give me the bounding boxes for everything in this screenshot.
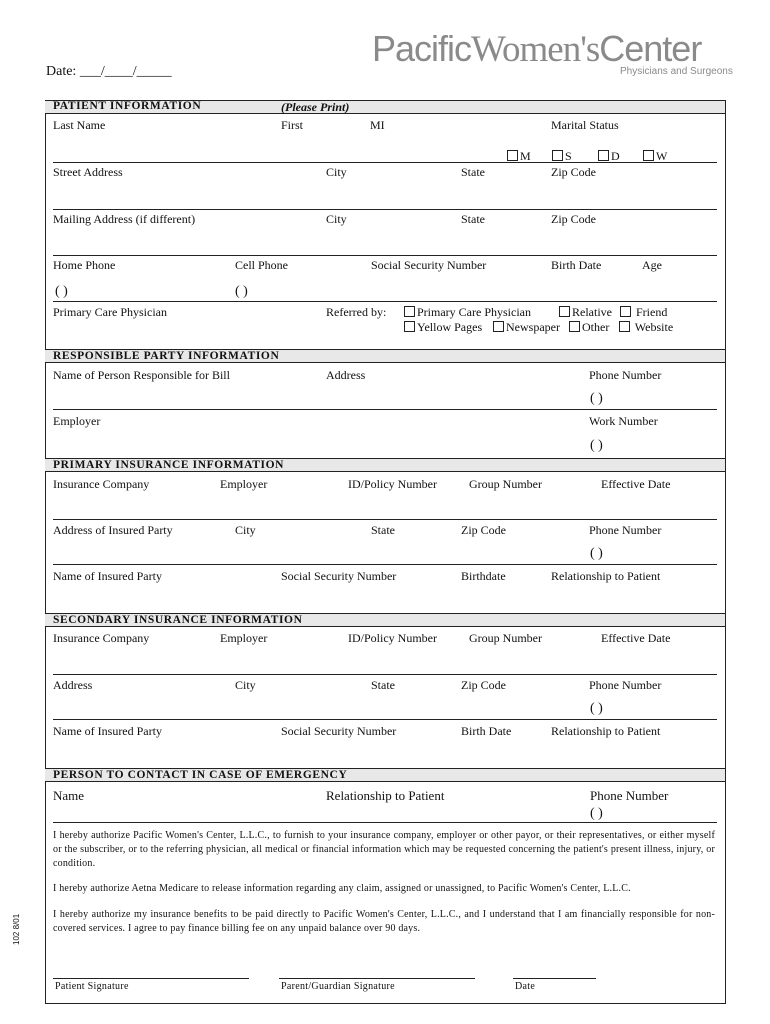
mailing-address-label: Mailing Address (if different): [53, 212, 196, 226]
responsible-row-line: [53, 409, 717, 410]
responsible-employer-label: Employer: [53, 414, 101, 428]
marital-w-label: W: [656, 149, 668, 163]
emergency-relationship-label: Relationship to Patient: [326, 788, 445, 803]
primary-insured-name-label: Name of Insured Party: [53, 569, 162, 583]
state-label: State: [461, 165, 485, 179]
mailing-row-line: [53, 255, 717, 256]
patient-signature-label: Patient Signature: [55, 981, 129, 992]
checkbox-icon: [643, 150, 654, 161]
date-signature-line[interactable]: [513, 978, 596, 979]
secondary-effective-label: Effective Date: [601, 631, 671, 645]
primary-ssn-label: Social Security Number: [281, 569, 397, 583]
primary-policy-label: ID/Policy Number: [348, 477, 437, 491]
checkbox-icon: [404, 321, 415, 332]
primary-row1-line: [53, 519, 717, 520]
secondary-row1-line: [53, 674, 717, 675]
checkbox-icon: [493, 321, 504, 332]
emergency-heading: PERSON TO CONTACT IN CASE OF EMERGENCY: [53, 769, 348, 781]
responsible-phone-area-code[interactable]: ( ): [590, 391, 603, 406]
secondary-row2-line: [53, 719, 717, 720]
logo: [372, 28, 701, 71]
please-print-note: (Please Print): [281, 100, 350, 114]
primary-care-physician-label: Primary Care Physician: [53, 305, 167, 319]
checkbox-icon: [559, 306, 570, 317]
patient-signature-line[interactable]: [53, 978, 249, 979]
ref-friend-label: Friend: [636, 305, 668, 319]
ref-yellow-option[interactable]: [404, 320, 482, 335]
primary-relationship-label: Relationship to Patient: [551, 569, 661, 583]
phone-row-line: [53, 301, 717, 302]
marital-status-label: Marital Status: [551, 118, 619, 132]
cell-phone-label: Cell Phone: [235, 258, 288, 272]
work-phone-area-code[interactable]: ( ): [590, 438, 603, 453]
logo-pacific: Pacific: [372, 28, 472, 69]
age-label: Age: [642, 258, 662, 272]
primary-birthdate-label: Birthdate: [461, 569, 506, 583]
logo-center: Center: [599, 28, 702, 69]
emergency-phone-area-code[interactable]: ( ): [590, 806, 603, 821]
checkbox-icon: [404, 306, 415, 317]
checkbox-icon: [552, 150, 563, 161]
primary-company-label: Insurance Company: [53, 477, 150, 491]
ref-pcp-option[interactable]: [404, 305, 531, 320]
form-code: 102 8/01: [12, 913, 21, 945]
mailing-state-label: State: [461, 212, 485, 226]
ref-relative-option[interactable]: [559, 305, 612, 320]
zip-label: Zip Code: [551, 165, 596, 179]
secondary-relationship-label: Relationship to Patient: [551, 724, 661, 738]
ref-other-label: Other: [582, 320, 610, 334]
secondary-state-label: State: [371, 678, 395, 692]
authorization-paragraph-1: I hereby authorize Pacific Women's Center, L.L.C., to furnish to your insurance company, employer or other payor, or their representatives, or either myself or the subscriber, or to the referring physician, all medical or financial information which may be requested concerning the patient's present illness, injury, or condition.: [53, 830, 715, 869]
primary-zip-label: Zip Code: [461, 523, 506, 537]
marital-s-label: S: [565, 149, 572, 163]
ref-relative-label: Relative: [572, 305, 612, 319]
mailing-zip-label: Zip Code: [551, 212, 596, 226]
checkbox-icon: [507, 150, 518, 161]
primary-employer-label: Employer: [220, 477, 268, 491]
primary-row2-line: [53, 564, 717, 565]
date-signature-label: Date: [515, 981, 536, 992]
guardian-signature-line[interactable]: [279, 978, 475, 979]
secondary-insured-name-label: Name of Insured Party: [53, 724, 162, 738]
secondary-policy-label: ID/Policy Number: [348, 631, 437, 645]
primary-state-label: State: [371, 523, 395, 537]
street-address-label: Street Address: [53, 165, 123, 179]
street-row-line: [53, 209, 717, 210]
mi-label: MI: [370, 118, 385, 132]
responsible-address-label: Address: [326, 368, 366, 382]
primary-phone-label: Phone Number: [589, 523, 662, 537]
home-phone-label: Home Phone: [53, 258, 116, 272]
responsible-section-heading: RESPONSIBLE PARTY INFORMATION: [53, 350, 280, 362]
logo-women: Women's: [471, 29, 600, 70]
marital-m-label: M: [520, 149, 531, 163]
secondary-address-label: Address: [53, 678, 93, 692]
secondary-phone-label: Phone Number: [589, 678, 662, 692]
ref-website-label: Website: [634, 320, 674, 334]
checkbox-icon: [598, 150, 609, 161]
last-name-label: Last Name: [53, 118, 106, 132]
primary-group-label: Group Number: [469, 477, 542, 491]
primary-effective-label: Effective Date: [601, 477, 671, 491]
secondary-insurance-heading: SECONDARY INSURANCE INFORMATION: [53, 614, 303, 626]
secondary-employer-label: Employer: [220, 631, 268, 645]
secondary-company-label: Insurance Company: [53, 631, 150, 645]
date-field-label: Date: ___/____/_____: [46, 64, 172, 79]
emergency-phone-label: Phone Number: [590, 788, 669, 803]
authorization-paragraph-3: I hereby authorize my insurance benefits to be paid directly to Pacific Women's Center, L.L.C., and I understand that I am financially responsible for non-covered services. I agree to pay finance billing fee on any unpaid balance over 90 days.: [53, 909, 715, 934]
primary-city-label: City: [235, 523, 256, 537]
cell-phone-area-code[interactable]: ( ): [235, 284, 248, 299]
emergency-name-label: Name: [53, 788, 85, 803]
referred-by-label: Referred by:: [326, 305, 387, 319]
responsible-name-label: Name of Person Responsible for Bill: [53, 368, 230, 382]
ref-friend-option[interactable]: [620, 305, 667, 320]
checkbox-icon: [569, 321, 580, 332]
ref-yellow-label: Yellow Pages: [417, 320, 483, 334]
name-row-line: [53, 162, 717, 163]
secondary-zip-label: Zip Code: [461, 678, 506, 692]
birth-date-label: Birth Date: [551, 258, 602, 272]
checkbox-icon: [620, 306, 631, 317]
responsible-phone-label: Phone Number: [589, 368, 662, 382]
ref-other-option[interactable]: [569, 320, 609, 335]
primary-address-label: Address of Insured Party: [53, 523, 173, 537]
city-label: City: [326, 165, 347, 179]
mailing-city-label: City: [326, 212, 347, 226]
ref-pcp-label: Primary Care Physician: [417, 305, 531, 319]
secondary-group-label: Group Number: [469, 631, 542, 645]
secondary-birthdate-label: Birth Date: [461, 724, 512, 738]
secondary-city-label: City: [235, 678, 256, 692]
authorization-paragraph-2: I hereby authorize Aetna Medicare to release information regarding any claim, assigned or unassigned, to Pacific Women's Center, L.L.C.: [53, 883, 631, 894]
emergency-row-line: [53, 822, 717, 823]
guardian-signature-label: Parent/Guardian Signature: [281, 981, 395, 992]
responsible-work-number-label: Work Number: [589, 414, 658, 428]
logo-subtitle: Physicians and Surgeons: [620, 66, 733, 77]
checkbox-icon: [619, 321, 630, 332]
primary-phone-area-code[interactable]: ( ): [590, 546, 603, 561]
home-phone-area-code[interactable]: ( ): [55, 284, 68, 299]
marital-d-label: D: [611, 149, 620, 163]
ref-newspaper-label: Newspaper: [506, 320, 560, 334]
first-name-label: First: [281, 118, 304, 132]
ref-website-option[interactable]: [619, 320, 673, 335]
secondary-phone-area-code[interactable]: ( ): [590, 701, 603, 716]
ref-newspaper-option[interactable]: [493, 320, 560, 335]
ssn-label: Social Security Number: [371, 258, 487, 272]
patient-section-heading: PATIENT INFORMATION: [53, 100, 202, 112]
secondary-ssn-label: Social Security Number: [281, 724, 397, 738]
primary-insurance-heading: PRIMARY INSURANCE INFORMATION: [53, 459, 285, 471]
